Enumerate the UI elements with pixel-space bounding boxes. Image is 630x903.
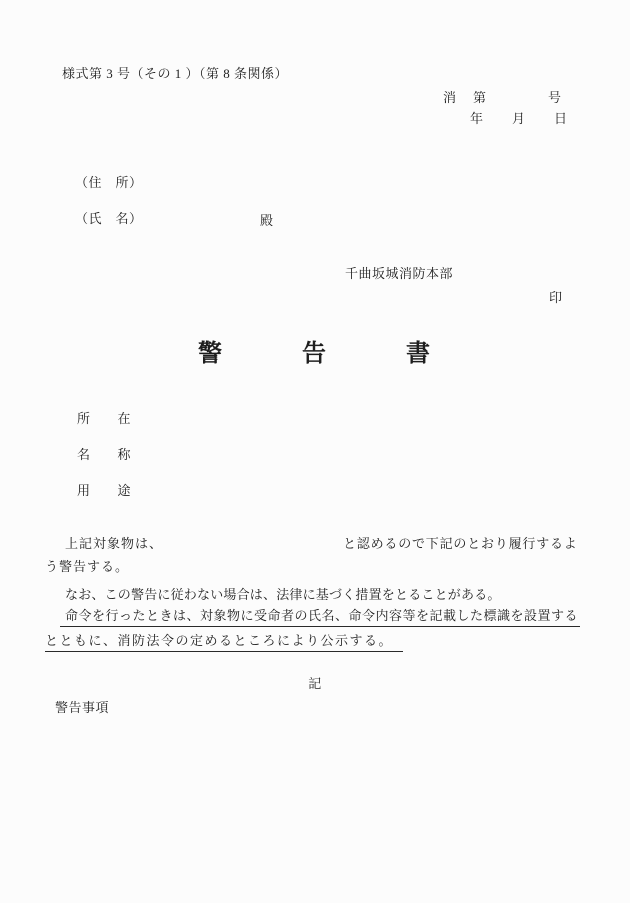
sender-seal-mark: 印: [549, 290, 563, 305]
warning-items-label: 警告事項: [55, 700, 110, 715]
recipient-honorific: 殿: [260, 213, 274, 228]
form-number: 様式第 3 号（その 1 ）（第 8 条関係）: [62, 66, 289, 81]
body-p1-line2: う警告する。: [45, 559, 130, 574]
body-p1-line1-left: 上記対象物は、: [65, 536, 164, 551]
body-p1-line1-right: と認めるので下記のとおり履行するよ: [343, 536, 578, 551]
field-location-label: 所 在: [77, 411, 132, 426]
field-name-label: 名 称: [77, 447, 132, 462]
document-number-line: 消 第 号: [443, 90, 564, 105]
date-line: 年 月 日: [470, 111, 569, 126]
field-use-label: 用 途: [77, 483, 132, 498]
document-title: 警 告 書: [198, 341, 432, 367]
sender-organization: 千曲坂城消防本部: [345, 266, 454, 281]
body-p3-line2: とともに、消防法令の定めるところにより公示する。: [45, 633, 403, 652]
record-marker: 記: [308, 676, 322, 691]
recipient-address-label: （住 所）: [75, 175, 143, 190]
recipient-name-label: （氏 名）: [75, 211, 143, 226]
body-p2: なお、この警告に従わない場合は、法律に基づく措置をとることがある。: [65, 587, 501, 602]
body-p3-line1: 命令を行ったときは、対象物に受命者の氏名、命令内容等を記載した標識を設置する: [60, 608, 580, 627]
